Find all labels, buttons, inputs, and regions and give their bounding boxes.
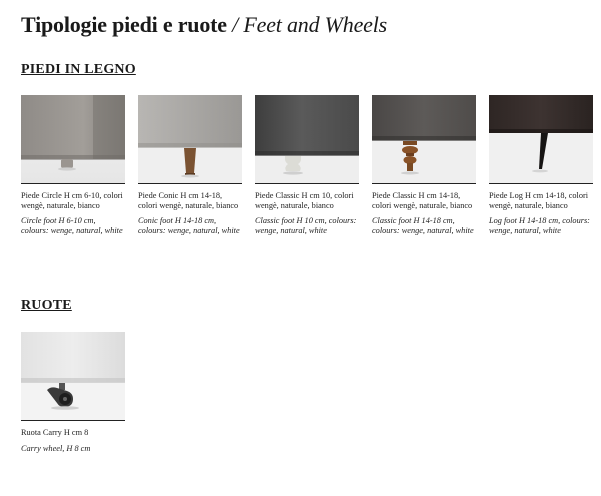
product-item-carry-wheel <box>21 332 125 453</box>
caption-italian: Piede Circle H cm 6-10, colori wengè, naturale, bianco <box>21 191 123 210</box>
caption-english: Circle foot H 6-10 cm, colours: wenge, natural, white <box>21 216 123 235</box>
section-heading-wheels: RUOTE <box>21 298 72 313</box>
carry-wheel-icon <box>21 332 125 421</box>
caption-english: Log foot H 14-18 cm, colours: wenge, natural, white <box>489 216 590 235</box>
foot-conic-icon <box>138 95 242 184</box>
product-item-classic-foot-short <box>255 95 359 235</box>
product-item-conic-foot <box>138 95 242 235</box>
caption-italian: Piede Conic H cm 14-18, colori wengè, naturale, bianco <box>138 191 239 210</box>
caption-italian: Piede Classic H cm 10, colori wengè, naturale, bianco <box>255 191 354 210</box>
caption-italian: Ruota Carry H cm 8 <box>21 428 89 437</box>
caption-italian: Piede Log H cm 14-18, colori wengè, naturale, bianco <box>489 191 589 210</box>
title-italian: Tipologie piedi e ruote <box>21 12 227 37</box>
foot-classic-tall-icon <box>372 95 476 184</box>
foot-log-icon <box>489 95 593 184</box>
foot-circle-icon <box>21 95 125 184</box>
caption-english: Conic foot H 14-18 cm, colours: wenge, natural, white <box>138 216 240 235</box>
section-heading-feet: PIEDI IN LEGNO <box>21 62 136 77</box>
product-item-circle-foot <box>21 95 125 235</box>
caption-english: Carry wheel, H 8 cm <box>21 443 91 453</box>
caption-italian: Piede Classic H cm 14-18, colori wengè, naturale, bianco <box>372 191 473 210</box>
title-english: Feet and Wheels <box>243 12 388 37</box>
title-separator: / <box>232 12 239 37</box>
product-item-log-foot <box>489 95 593 235</box>
caption-english: Classic foot H 14-18 cm, colours: wenge, natural, white <box>372 216 474 235</box>
foot-classic-short-icon <box>255 95 359 184</box>
page-title <box>21 12 387 38</box>
caption-english: Classic foot H 10 cm, colours: wenge, natural, white <box>255 216 357 235</box>
product-item-classic-foot-tall <box>372 95 476 235</box>
